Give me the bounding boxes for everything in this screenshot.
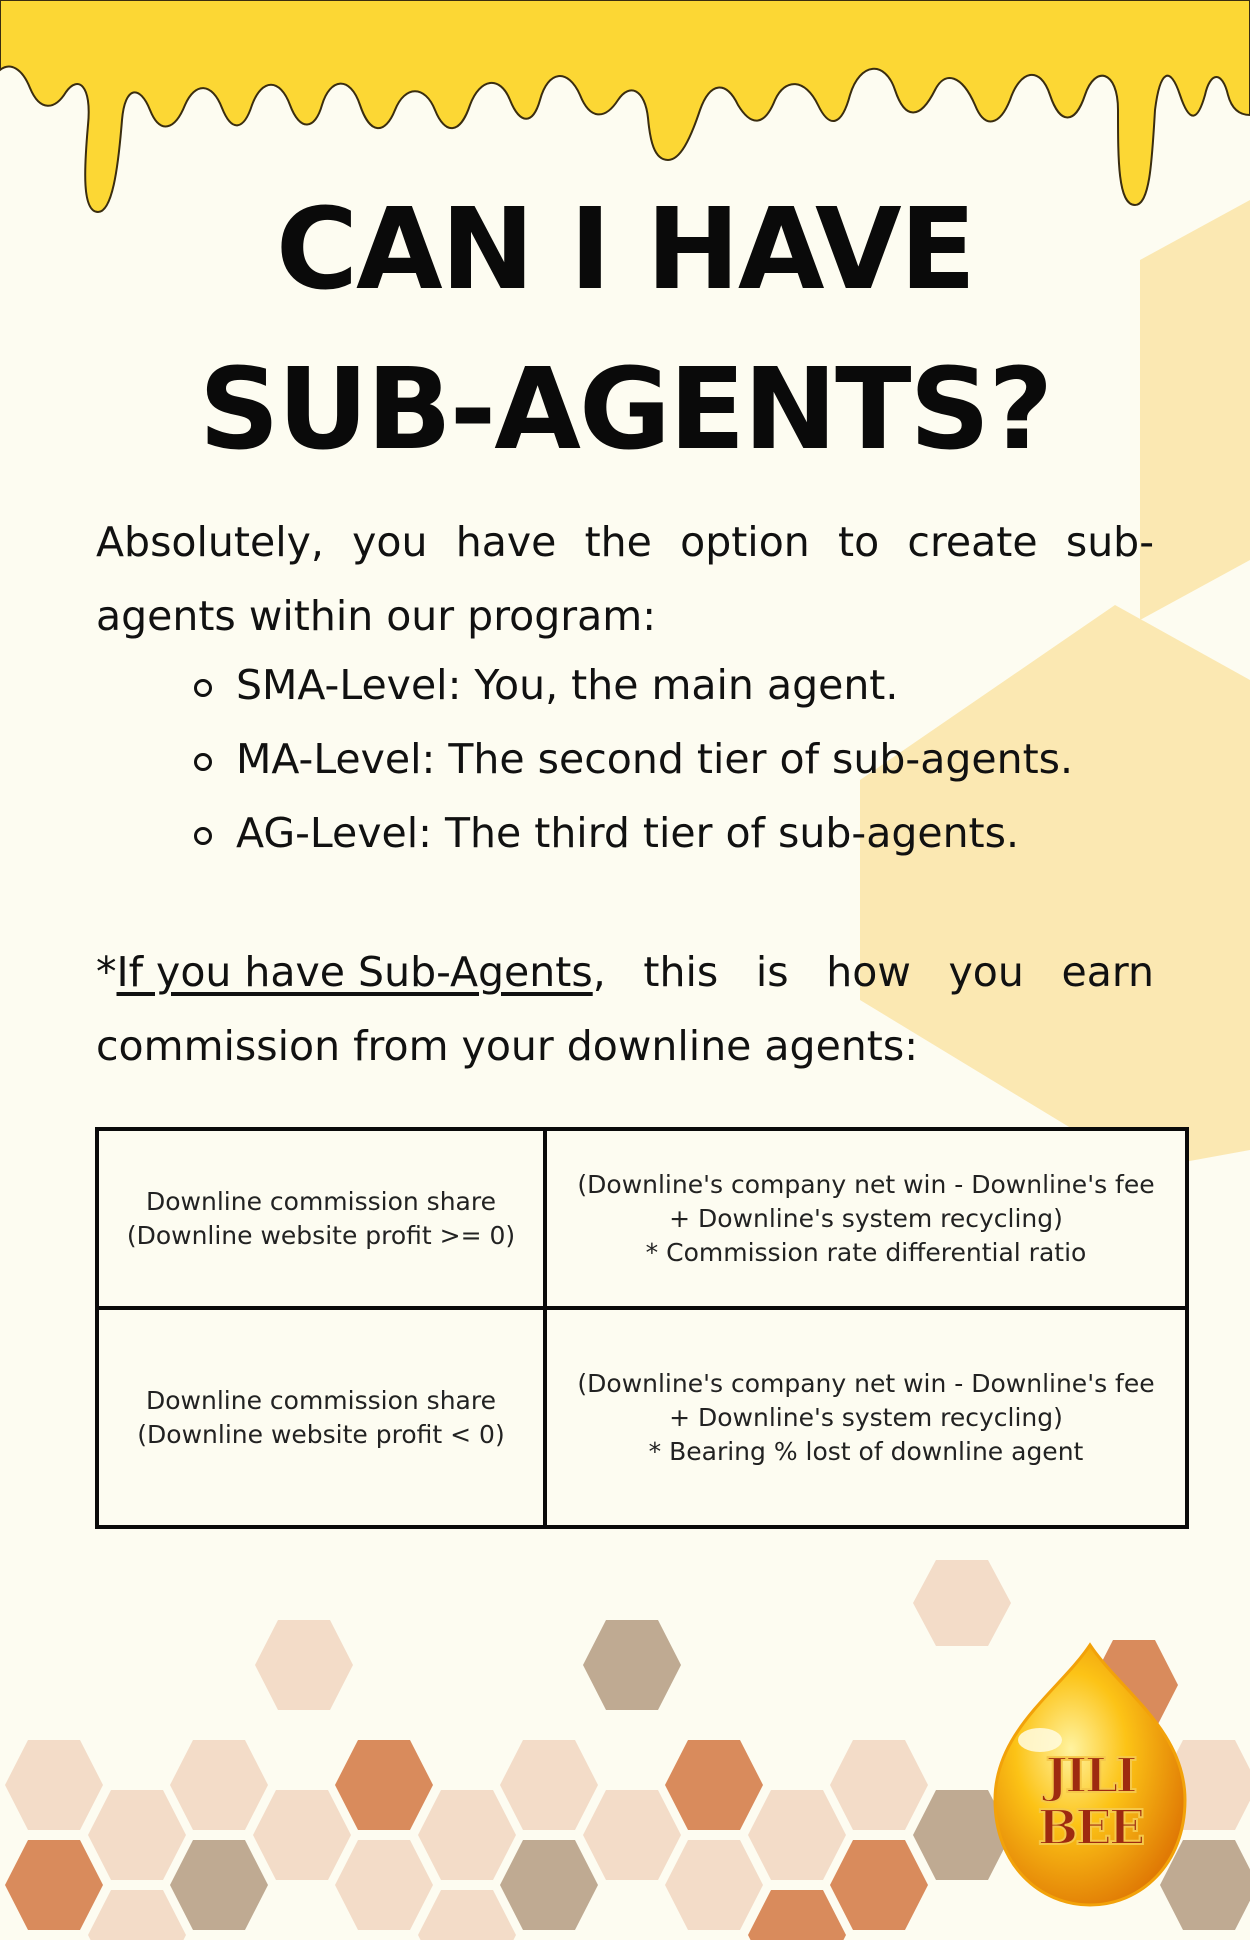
commission-table: [95, 1127, 1189, 1529]
hexagon: [500, 1740, 598, 1830]
hexagon: [583, 1620, 681, 1710]
circle-bullet-icon: [194, 753, 212, 771]
commission-intro-line1: [96, 935, 1154, 1009]
table-row: [97, 1129, 1187, 1308]
list-item: [180, 722, 1073, 796]
word: earn: [1061, 948, 1154, 996]
agent-level-list: [180, 648, 1073, 870]
hexagon: [253, 1790, 351, 1880]
jili-bee-logo: JILI BEE: [1037, 1748, 1143, 1856]
circle-bullet-icon: [194, 827, 212, 845]
table-row: [97, 1308, 1187, 1527]
intro-paragraph: Absolutely, you have the option to create sub-agents within our program:: [96, 518, 1154, 640]
commission-label-cell: Downline commission share (Downline website profit >= 0): [97, 1129, 545, 1308]
commission-intro-line2: commission from your downline agents:: [96, 1022, 919, 1070]
hexagon: [748, 1890, 846, 1940]
circle-bullet-icon: [194, 679, 212, 697]
hexagon: [500, 1840, 598, 1930]
hexagon: [5, 1740, 103, 1830]
commission-label-cell: Downline commission share (Downline website profit < 0): [97, 1308, 545, 1527]
commission-formula-cell: (Downline's company net win - Downline's fee + Downline's system recycling) * Commission rate differential ratio: [545, 1129, 1187, 1308]
word: how: [826, 948, 911, 996]
hexagon: [88, 1790, 186, 1880]
level-text: MA-Level: The second tier of sub-agents.: [236, 735, 1074, 783]
word: this: [643, 948, 719, 996]
level-text: SMA-Level: You, the main agent.: [236, 661, 899, 709]
hexagon: [418, 1790, 516, 1880]
hexagon: [665, 1840, 763, 1930]
hexagon: [335, 1840, 433, 1930]
sub-agents-condition: *If you have Sub-Agents,: [96, 948, 606, 996]
hexagon: [335, 1740, 433, 1830]
word: is: [755, 948, 789, 996]
hexagon: [830, 1740, 928, 1830]
hexagon: [5, 1840, 103, 1930]
commission-formula-cell: (Downline's company net win - Downline's fee + Downline's system recycling) * Bearing % lost of downline agent: [545, 1308, 1187, 1527]
list-item: [180, 796, 1073, 870]
commission-intro: [96, 935, 1154, 1083]
hexagon: [418, 1890, 516, 1940]
page-title-line1: CAN I HAVE: [275, 185, 975, 315]
hexagon: [255, 1620, 353, 1710]
hexagon: [913, 1560, 1011, 1646]
hexagon: [830, 1840, 928, 1930]
hexagon: [748, 1790, 846, 1880]
hexagon: [583, 1790, 681, 1880]
sub-agents-underlined: If you have Sub-Agents: [116, 948, 593, 996]
level-text: AG-Level: The third tier of sub-agents.: [236, 809, 1020, 857]
hexagon: [170, 1840, 268, 1930]
list-item: [180, 648, 1073, 722]
hexagon: [665, 1740, 763, 1830]
page-title-line2: SUB-AGENTS?: [198, 345, 1052, 475]
hexagon: [88, 1890, 186, 1940]
hexagon: [170, 1740, 268, 1830]
word: you: [948, 948, 1024, 996]
